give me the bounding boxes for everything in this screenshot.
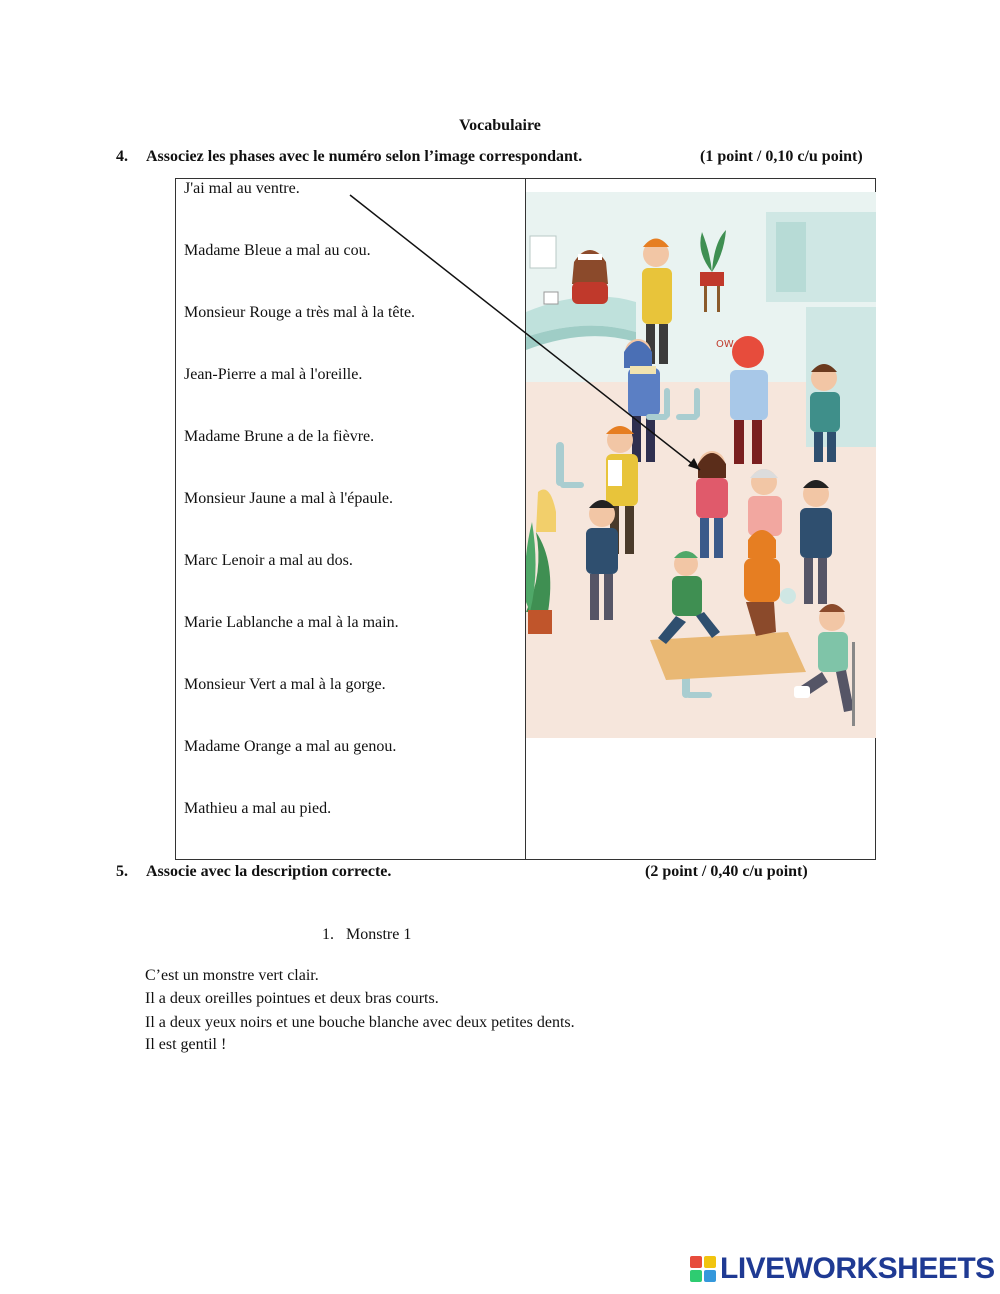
phrase-5[interactable]: Madame Brune a de la fièvre. — [184, 428, 375, 445]
question-5-points: (2 point / 0,40 c/u point) — [645, 863, 808, 880]
scene-ow-label: OW — [716, 339, 734, 350]
phrase-1[interactable]: J'ai mal au ventre. — [184, 180, 300, 197]
monster-title: Monstre 1 — [346, 926, 412, 943]
question-4-points: (1 point / 0,10 c/u point) — [700, 148, 863, 165]
liveworksheets-wordmark: LIVEWORKSHEETS — [720, 1252, 995, 1285]
monster-heading — [322, 926, 411, 944]
phrase-4[interactable]: Jean-Pierre a mal à l'oreille. — [184, 366, 363, 383]
phrase-11[interactable]: Mathieu a mal au pied. — [184, 800, 332, 817]
section-heading: Vocabulaire — [459, 117, 541, 134]
question-5-instruction: Associe avec la description correcte. — [146, 863, 392, 880]
phrase-9[interactable]: Monsieur Vert a mal à la gorge. — [184, 676, 386, 693]
question-4-number: 4. — [116, 148, 128, 165]
description-line-4: Il est gentil ! — [145, 1036, 227, 1053]
phrase-8[interactable]: Marie Lablanche a mal à la main. — [184, 614, 399, 631]
liveworksheets-logo[interactable] — [690, 1254, 995, 1284]
description-line-3: Il a deux yeux noirs et une bouche blanche avec deux petites dents. — [145, 1014, 575, 1031]
question-5-number: 5. — [116, 863, 128, 880]
phrase-2[interactable]: Madame Bleue a mal au cou. — [184, 242, 371, 259]
phrase-10[interactable]: Madame Orange a mal au genou. — [184, 738, 397, 755]
description-line-2: Il a deux oreilles pointues et deux bras courts. — [145, 990, 439, 1007]
question-4-instruction: Associez les phases avec le numéro selon l’image correspondant. — [146, 148, 583, 165]
phrase-3[interactable]: Monsieur Rouge a très mal à la tête. — [184, 304, 416, 321]
description-line-1: C’est un monstre vert clair. — [145, 967, 319, 984]
question-5 — [116, 863, 391, 881]
phrase-7[interactable]: Marc Lenoir a mal au dos. — [184, 552, 353, 569]
liveworksheets-icon — [690, 1256, 716, 1282]
monster-number: 1. — [322, 926, 334, 943]
phrase-6[interactable]: Monsieur Jaune a mal à l'épaule. — [184, 490, 394, 507]
